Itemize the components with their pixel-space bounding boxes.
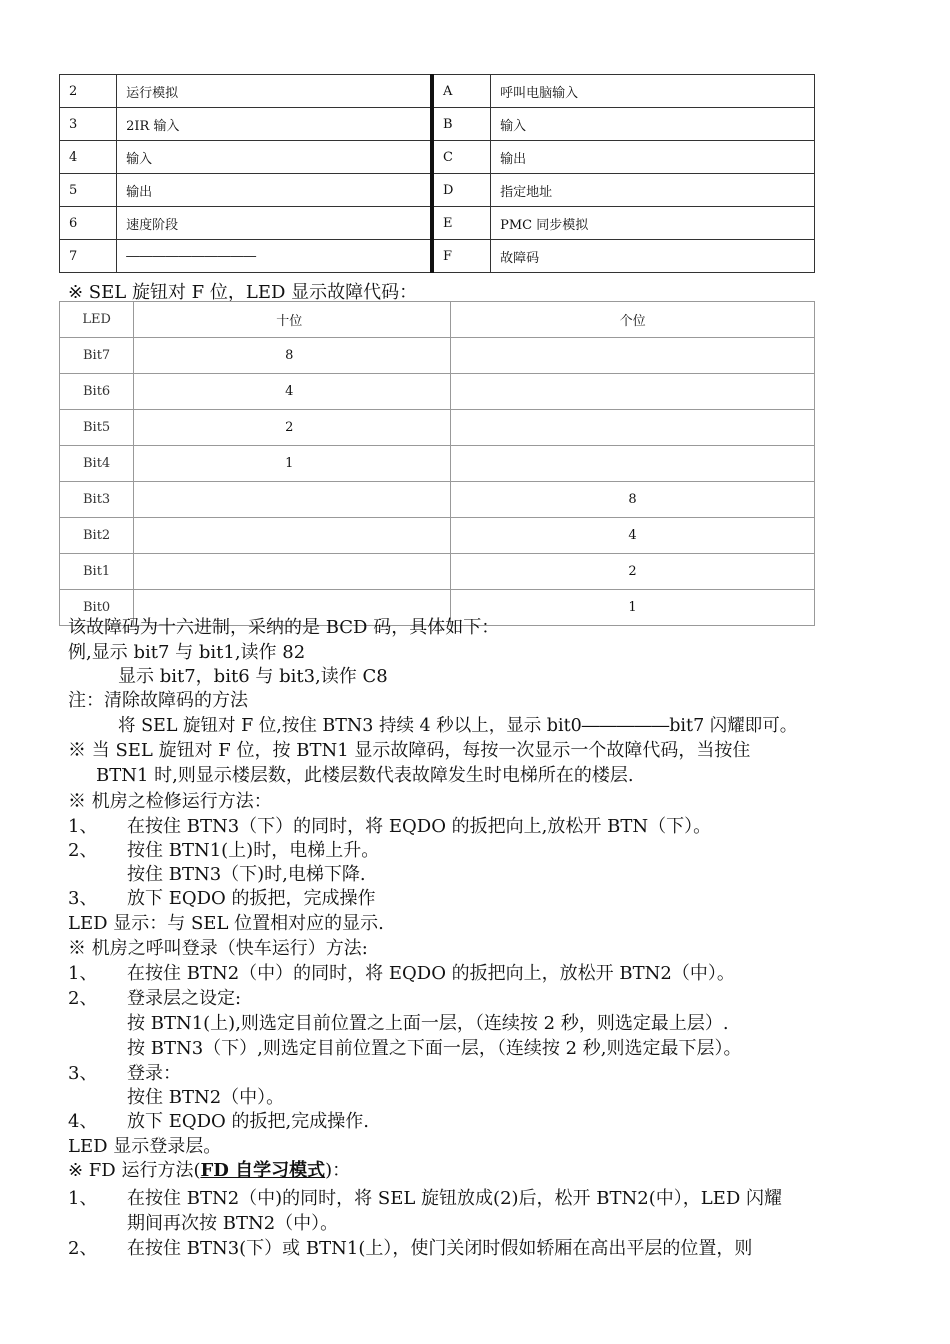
table-cell: 2 <box>60 75 117 108</box>
table-cell <box>451 554 815 590</box>
fd-heading <box>68 1160 350 1182</box>
text-line: 登录： <box>127 1063 181 1084</box>
table-cell: 输出 <box>491 141 815 174</box>
text-line: 按住 BTN3（下)时,电梯下降. <box>127 864 366 885</box>
table-cell: E <box>432 207 491 240</box>
text-line: ※ 机房之呼叫登录（快车运行）方法: <box>68 938 368 959</box>
table-row <box>60 338 815 374</box>
table-cell: 输入 <box>117 141 432 174</box>
text-line: 在按住 BTN3（下）的同时，将 EQDO 的扳把向上,放松开 BTN（下）。 <box>127 816 712 837</box>
cell-value: 2 <box>285 420 294 435</box>
table-cell: Bit3 <box>60 482 134 518</box>
cell-value: 1 <box>285 456 294 471</box>
list-number: 2、 <box>68 840 98 861</box>
list-number: 3、 <box>68 888 98 909</box>
table-cell <box>451 482 815 518</box>
text-line: 注：清除故障码的方法 <box>68 690 248 711</box>
table-cell <box>451 338 815 374</box>
table-cell: 输出 <box>117 174 432 207</box>
list-number: 1、 <box>68 816 98 837</box>
table-header-cell <box>134 302 451 338</box>
table-cell: Bit6 <box>60 374 134 410</box>
table-row <box>60 174 815 207</box>
table-row <box>60 207 815 240</box>
table-row <box>60 410 815 446</box>
fd-heading-prefix: ※ FD 运行方法( <box>68 1160 201 1181</box>
table-cell: 7 <box>60 240 117 273</box>
table-cell: Bit5 <box>60 410 134 446</box>
table-row <box>60 240 815 273</box>
text-line: 在按住 BTN2（中）的同时，将 EQDO 的扳把向上，放松开 BTN2（中）。 <box>127 963 735 984</box>
table-cell: 4 <box>60 141 117 174</box>
function-table <box>59 74 815 273</box>
table-cell <box>134 554 451 590</box>
list-number: 3、 <box>68 1063 98 1084</box>
table-cell: 5 <box>60 174 117 207</box>
table-header-cell <box>451 302 815 338</box>
table-cell: C <box>432 141 491 174</box>
text-line: 放下 EQDO 的扳把，完成操作 <box>127 888 376 909</box>
table-row <box>60 482 815 518</box>
sel-title: ※ SEL 旋钮对 F 位，LED 显示故障代码： <box>68 282 418 303</box>
text-line: ※ 当 SEL 旋钮对 F 位，按 BTN1 显示故障码，每按一次显示一个故障代码，当按住 <box>68 740 751 761</box>
table-cell <box>451 446 815 482</box>
table-cell: 6 <box>60 207 117 240</box>
table-cell: 2IR 输入 <box>117 108 432 141</box>
text-line: 按 BTN1(上),则选定目前位置之上面一层，（连续按 2 秒，则选定最上层）. <box>127 1013 729 1034</box>
header-label: 十位 <box>276 314 303 329</box>
text-line: LED 显示登录层。 <box>68 1136 222 1157</box>
table-cell <box>134 338 451 374</box>
table-cell: 3 <box>60 108 117 141</box>
text-line: 登录层之设定: <box>127 988 242 1009</box>
table-cell: Bit1 <box>60 554 134 590</box>
cell-value: 4 <box>285 384 294 399</box>
fd-heading-mode: FD 自学习模式 <box>200 1160 326 1181</box>
table-row <box>60 108 815 141</box>
table-cell <box>134 410 451 446</box>
table-header-cell: LED <box>60 302 134 338</box>
text-line: 按 BTN3（下）,则选定目前位置之下面一层，（连续按 2 秒,则选定最下层）。 <box>127 1038 742 1059</box>
table-row <box>60 374 815 410</box>
table-cell: Bit2 <box>60 518 134 554</box>
list-number: 1、 <box>68 1188 98 1209</box>
table-cell: Bit0 <box>60 590 134 626</box>
table-cell: D <box>432 174 491 207</box>
table-cell: 呼叫电脑输入 <box>491 75 815 108</box>
header-label: 个位 <box>619 314 646 329</box>
table-row <box>60 75 815 108</box>
text-line: 该故障码为十六进制，采纳的是 BCD 码，具体如下： <box>68 617 500 638</box>
table-cell <box>451 374 815 410</box>
table-cell <box>451 410 815 446</box>
table-cell: Bit7 <box>60 338 134 374</box>
fault-code-table <box>59 301 815 626</box>
table-cell: 故障码 <box>491 240 815 273</box>
text-line: 期间再次按 BTN2（中）。 <box>127 1213 339 1234</box>
table-cell: A <box>432 75 491 108</box>
text-line: ※ 机房之检修运行方法： <box>68 791 272 812</box>
text-line: 显示 bit7，bit6 与 bit3,读作 C8 <box>118 666 388 687</box>
text-line: 按住 BTN2（中）。 <box>127 1087 285 1108</box>
list-number: 4、 <box>68 1111 98 1132</box>
table-cell: 指定地址 <box>491 174 815 207</box>
table-cell: F <box>432 240 491 273</box>
table-cell: 速度阶段 <box>117 207 432 240</box>
table-cell <box>134 374 451 410</box>
table-cell: 运行模拟 <box>117 75 432 108</box>
table-cell: ―――――――――― <box>117 240 432 273</box>
table-cell: Bit4 <box>60 446 134 482</box>
cell-value: 8 <box>285 348 294 363</box>
table-row <box>60 141 815 174</box>
text-line: 例,显示 bit7 与 bit1,读作 82 <box>68 642 306 663</box>
table-cell: B <box>432 108 491 141</box>
list-number: 2、 <box>68 988 98 1009</box>
text-line: 放下 EQDO 的扳把,完成操作. <box>127 1111 369 1132</box>
table-row <box>60 446 815 482</box>
table-cell <box>134 446 451 482</box>
table-cell <box>134 482 451 518</box>
cell-value: 1 <box>628 600 637 615</box>
list-number: 1、 <box>68 963 98 984</box>
table-cell <box>134 518 451 554</box>
table-cell: 输入 <box>491 108 815 141</box>
text-line: LED 显示：与 SEL 位置相对应的显示. <box>68 913 384 934</box>
fd-heading-suffix: )： <box>325 1160 351 1181</box>
cell-value: 2 <box>628 564 637 579</box>
table-cell <box>451 590 815 626</box>
text-line: 按住 BTN1(上)时，电梯上升。 <box>127 840 380 861</box>
table-row <box>60 518 815 554</box>
text-line: BTN1 时,则显示楼层数，此楼层数代表故障发生时电梯所在的楼层. <box>96 765 634 786</box>
table-row <box>60 554 815 590</box>
text-line: 将 SEL 旋钮对 F 位,按住 BTN3 持续 4 秒以上，显示 bit0―――――bit7 闪耀即可。 <box>118 716 798 736</box>
list-number: 2、 <box>68 1238 98 1259</box>
cell-value: 8 <box>628 492 637 507</box>
text-line: 在按住 BTN2（中)的同时，将 SEL 旋钮放成(2)后，松开 BTN2(中），LED 闪耀 <box>127 1188 782 1209</box>
text-line: 在按住 BTN3(下）或 BTN1(上），使门关闭时假如轿厢在高出平层的位置，则 <box>127 1238 753 1259</box>
table-cell: PMC 同步模拟 <box>491 207 815 240</box>
cell-value: 4 <box>628 528 637 543</box>
table-header-row <box>60 302 815 338</box>
table-cell <box>451 518 815 554</box>
